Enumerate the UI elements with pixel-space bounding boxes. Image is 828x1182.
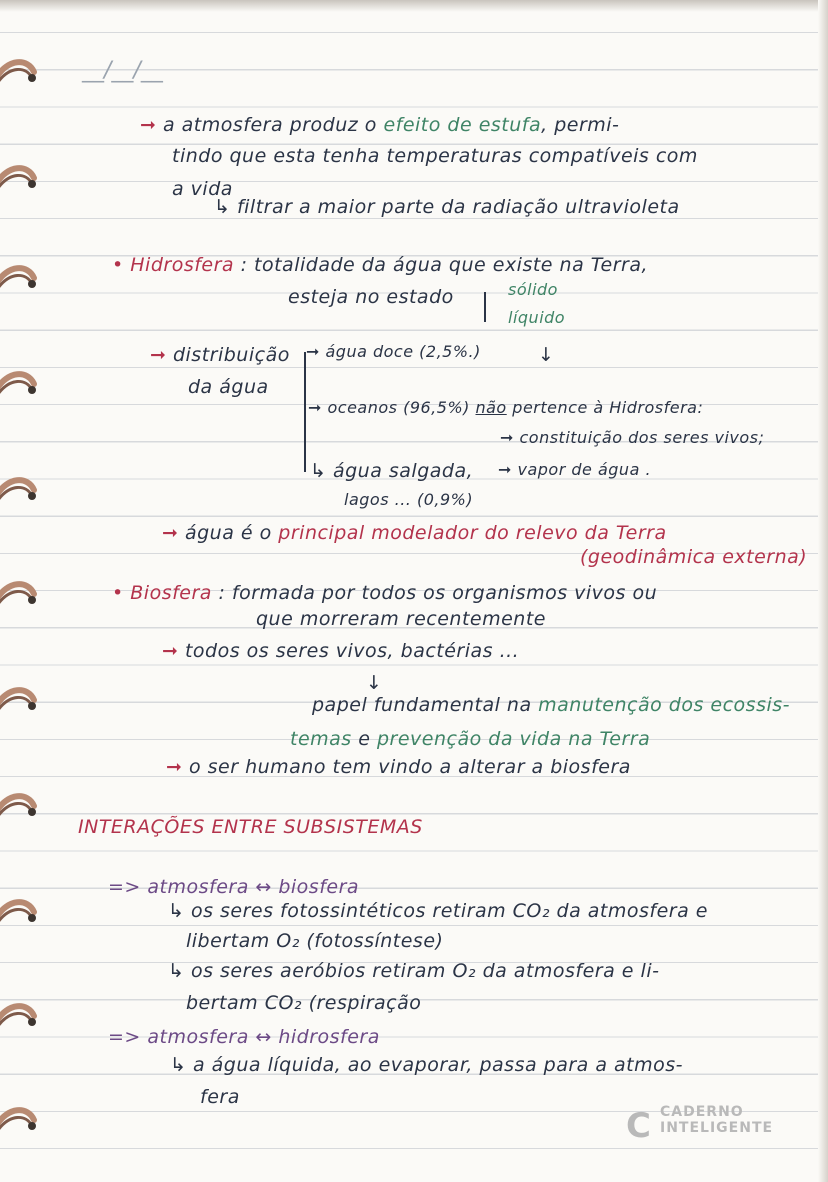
note-text: fera — [200, 1086, 240, 1108]
state-bracket — [484, 292, 486, 322]
note-line-l7b — [188, 376, 269, 398]
note-text: Biosfera — [130, 582, 212, 604]
note-line-l9 — [500, 428, 764, 447]
note-text: : formada por todos os organismos vivos ou — [211, 582, 658, 604]
note-text: (geodinâmica externa) — [580, 546, 808, 568]
note-line-l21 — [78, 816, 423, 838]
note-text: ➞ água doce (2,5%.) — [306, 342, 481, 361]
note-text: • — [112, 582, 131, 604]
note-text: ↳ os seres aeróbios retiram O₂ da atmosfera e li- — [168, 960, 660, 982]
note-text: tindo que esta tenha temperaturas compatíveis com — [172, 145, 698, 167]
note-line-l28 — [170, 1054, 683, 1076]
spiral-ring — [0, 368, 38, 398]
logo-mark: C — [626, 1106, 651, 1146]
note-text: não — [475, 398, 507, 417]
caderno-inteligente-logo — [626, 1102, 806, 1146]
note-text: água é o — [184, 522, 279, 544]
spiral-ring — [0, 262, 38, 292]
note-text: => atmosfera ↔ hidrosfera — [108, 1026, 380, 1048]
note-text: Hidrosfera — [130, 254, 235, 276]
note-line-l20 — [166, 756, 631, 778]
note-text: a vida — [172, 178, 233, 200]
spiral-ring — [0, 474, 38, 504]
note-line-l6 — [288, 286, 454, 308]
note-text: ➞ — [140, 114, 163, 136]
note-text: a atmosfera produz o — [162, 114, 384, 136]
note-text: manutenção dos ecossis- — [538, 694, 791, 716]
note-text: ➞ — [162, 640, 185, 662]
note-text: , permi- — [541, 114, 620, 136]
note-text: ➞ constituição dos seres vivos; — [500, 428, 765, 447]
note-line-l4 — [214, 196, 680, 218]
note-text: bertam CO₂ (respiração — [186, 992, 422, 1014]
note-line-l5 — [112, 254, 648, 276]
note-text: papel fundamental na — [312, 694, 539, 716]
note-line-l16 — [162, 640, 519, 662]
spiral-ring — [0, 578, 38, 608]
note-text: => atmosfera ↔ biosfera — [108, 876, 360, 898]
note-text: pertence à Hidrosfera: — [506, 398, 704, 417]
note-text: : totalidade da água que existe na Terra, — [234, 254, 649, 276]
note-line-l6a — [508, 280, 558, 299]
note-text: ➞ oceanos (96,5%) — [308, 398, 476, 417]
note-text: efeito de estufa — [383, 114, 542, 136]
note-text: esteja no estado — [288, 286, 454, 308]
spiral-ring — [0, 896, 38, 926]
note-line-l13 — [580, 546, 807, 568]
note-text: ➞ — [166, 756, 189, 778]
note-text: que morreram recentemente — [256, 608, 546, 630]
logo-line-1: CADERNO — [660, 1104, 744, 1120]
note-line-l17 — [366, 672, 382, 694]
note-line-l7c — [306, 342, 481, 361]
note-line-l23 — [168, 900, 708, 922]
note-line-l7 — [150, 344, 290, 366]
note-line-l2 — [172, 145, 698, 167]
note-text: o ser humano tem vindo a alterar a biosfera — [188, 756, 631, 778]
note-line-l12 — [162, 522, 667, 544]
note-text: ↳ a água líquida, ao evaporar, passa para a atmos- — [170, 1054, 684, 1076]
spiral-ring — [0, 1104, 38, 1134]
note-line-l19 — [290, 728, 650, 750]
note-line-l26 — [186, 992, 421, 1014]
note-line-l24 — [186, 930, 443, 952]
note-text: INTERAÇÕES ENTRE SUBSISTEMAS — [78, 816, 423, 838]
spiral-ring — [0, 162, 38, 192]
spiral-ring — [0, 1000, 38, 1030]
note-line-l27 — [108, 1026, 380, 1048]
spiral-ring — [0, 684, 38, 714]
note-line-l14 — [112, 582, 657, 604]
note-text: da água — [188, 376, 269, 398]
date-field: __/__/__ — [82, 58, 163, 83]
note-line-l10b — [498, 460, 651, 479]
note-text: libertam O₂ (fotossíntese) — [186, 930, 444, 952]
note-text: principal modelador do relevo da Terra — [278, 522, 667, 544]
spiral-ring — [0, 56, 38, 86]
note-text: • — [112, 254, 131, 276]
note-text: e — [351, 728, 377, 750]
distribution-bracket — [304, 352, 306, 472]
note-text: distribuição — [172, 344, 290, 366]
down-arrow: ↓ — [538, 344, 555, 366]
note-line-l22 — [108, 876, 359, 898]
note-line-l6b — [508, 308, 565, 327]
note-text: ↳ os seres fotossintéticos retiram CO₂ da atmosfera e — [168, 900, 708, 922]
note-line-l1 — [140, 114, 619, 136]
note-line-l8 — [308, 398, 703, 417]
note-text: todos os seres vivos, bactérias ... — [184, 640, 520, 662]
note-text: ➞ — [150, 344, 173, 366]
note-line-l29 — [200, 1086, 240, 1108]
note-text: ↓ — [366, 672, 383, 694]
spiral-ring — [0, 790, 38, 820]
note-text: ➞ vapor de água . — [498, 460, 652, 479]
page-right-edge — [818, 0, 828, 1182]
note-text: ➞ — [162, 522, 185, 544]
note-text: lagos ... (0,9%) — [344, 490, 474, 509]
note-text: sólido — [508, 280, 558, 299]
note-text: líquido — [508, 308, 566, 327]
note-line-l15 — [256, 608, 546, 630]
logo-line-2: INTELIGENTE — [660, 1120, 774, 1136]
note-text: temas — [290, 728, 352, 750]
note-line-l18 — [312, 694, 790, 716]
note-line-l25 — [168, 960, 659, 982]
note-line-l11 — [344, 490, 473, 509]
note-text: ↳ água salgada, — [310, 460, 474, 482]
note-text: ↳ filtrar a maior parte da radiação ultravioleta — [214, 196, 680, 218]
note-text: prevenção da vida na Terra — [376, 728, 651, 750]
note-line-l10 — [310, 460, 473, 482]
page-top-edge — [0, 0, 828, 12]
